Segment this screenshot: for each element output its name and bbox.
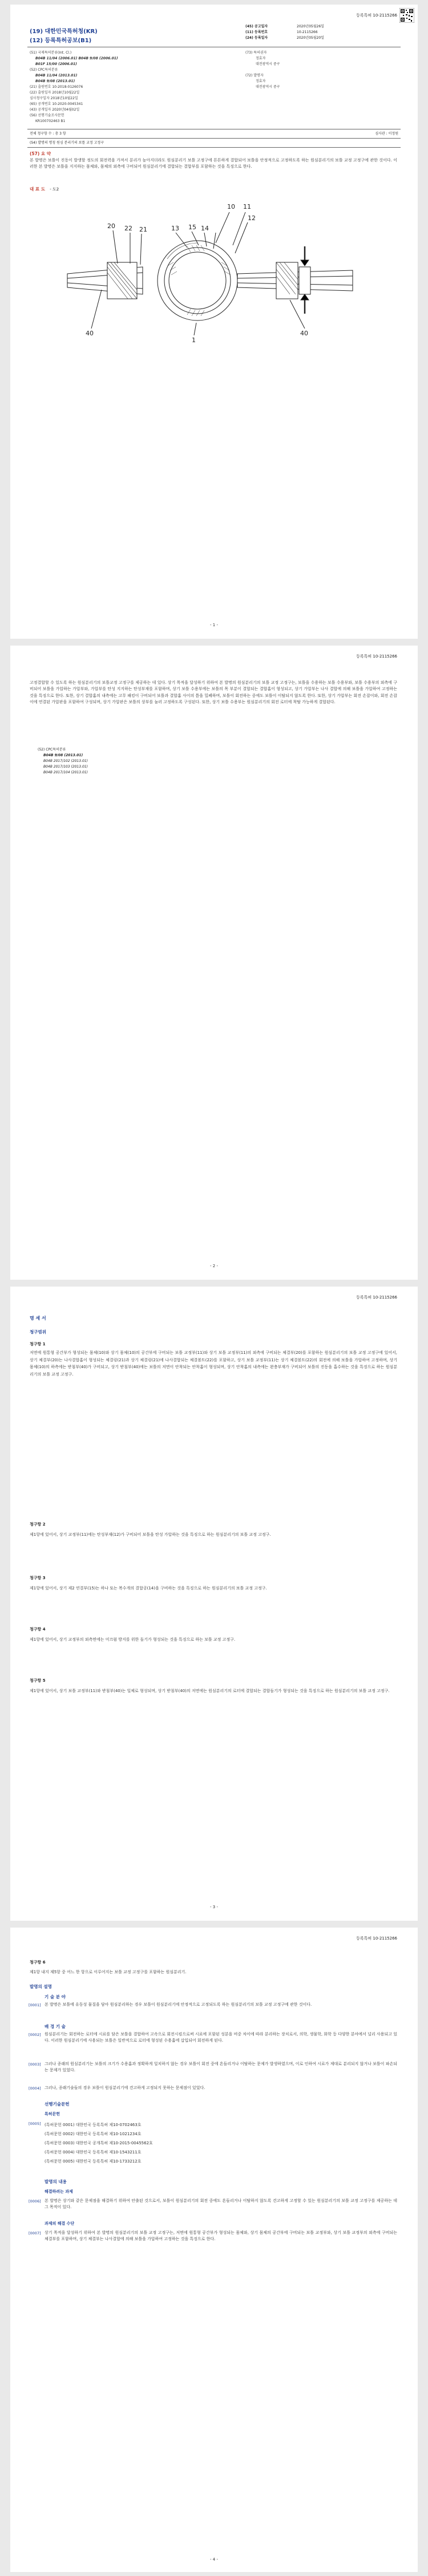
page-number: 등록특허 10-2115266 (356, 654, 397, 659)
paragraph-number: [0007] (29, 2231, 41, 2236)
background-heading: 배 경 기 술 (45, 2024, 66, 2029)
figure-label: 14 (201, 225, 209, 232)
examiner: 심사관 : 이정원 (375, 132, 398, 136)
page-footer: - 3 - (210, 1905, 218, 1909)
figure-label: 20 (107, 222, 115, 230)
cpc-line: B04B 9/08 (2013.01) (43, 753, 83, 757)
meta-line: 대전광역시 중구 (256, 62, 280, 66)
meta-line: (56) 선행기술조사문헌 (30, 113, 64, 117)
figure-label: 10 (227, 203, 235, 210)
background-text: 원심분리기는 회전하는 로터에 시료를 담은 보틀을 결합하여 고속으로 회전시킴으로써 시료에 포함된 성분을 비중 차이에 따라 분리하는 장치로서, 의학, 생물학, 화학 등 다양한 분야에서 널리 사용되고 있다. 이러한 원심분리기에 사용되는 보틀은 일반적으로 로터에 형성된 수용홈에 삽입되어 회전하게 된다. (45, 2032, 397, 2043)
meta-line: 대전광역시 중구 (256, 85, 280, 89)
meta-line: (65) 공개번호 10-2020-0045341 (30, 102, 83, 106)
means-text: 상기 목적을 달성하기 위하여 본 발명의 원심분리기의 보틀 교정 고정구는, 저면에 원통형 공간부가 형성되는 몸체와, 상기 몸체의 공간부에 구비되는 보틀 교정부와, 상기 보틀 교정부의 외측에 구비되는 체결부를 포함하며, 상기 체결부는 나사결합에 의해 보틀을 가압하여 고정하는 것을 특징으로 한다. (45, 2230, 397, 2242)
page-3 (10, 1287, 418, 1921)
figure-label: 40 (86, 330, 94, 337)
patent-citation: (특허문헌 0005) 대한민국 등록특허 제10-1733212호 (45, 2159, 142, 2164)
meta-line: B04B 11/04 (2013.01) (35, 74, 78, 78)
page-2 (10, 646, 418, 1280)
publication-type-title: (12) 등록특허공보(B1) (30, 38, 92, 44)
figure-label: 22 (124, 225, 132, 232)
page-footer: - 2 - (210, 1264, 218, 1268)
field-heading: 기 술 분 야 (45, 1994, 66, 1999)
meta-label: (45) 공고일자 (245, 25, 268, 29)
prior-art-heading: 선행기술문헌 (45, 2102, 70, 2107)
cpc-heading: (52) CPC특허분류 (38, 748, 66, 752)
meta-line: B04B 11/04 (2006.01) B04B 9/08 (2006.01) (35, 56, 118, 60)
figure-caption-heading: 대 표 도 (30, 186, 45, 192)
paragraph-number: [0006] (29, 2199, 41, 2204)
meta-line: 정효자 (256, 56, 266, 60)
meta-label: (11) 등록번호 (245, 30, 268, 34)
description-heading: 발명의 설명 (30, 1984, 52, 1989)
claims-heading: 청구범위 (30, 1329, 46, 1334)
paragraph-number: [0003] (29, 2062, 41, 2067)
page-footer: - 4 - (210, 2557, 218, 2562)
patent-citation: (특허문헌 0002) 대한민국 등록특허 제10-1021234호 (45, 2132, 142, 2136)
figure-label: 1 (192, 336, 196, 344)
figure-label: 21 (139, 226, 147, 233)
figure-label: 15 (188, 224, 196, 231)
paragraph-number: [0001] (29, 2003, 41, 2007)
problem-heading: 해결하려는 과제 (45, 2189, 73, 2194)
figure-label: 11 (243, 203, 251, 210)
figure-label: 12 (248, 214, 256, 222)
claim-text: 제1항에 있어서, 상기 보틀 교정부(11)와 받침부(40)는 일체로 형성되며, 상기 받침부(40)의 저면에는 원심분리기의 로터에 결합되는 결합돌기가 형성되는 것을 특징으로 하는 원심분리기의 보틀 교정 고정구. (30, 1689, 390, 1693)
claim-title: 청구항 6 (30, 1960, 46, 1965)
meta-line: (22) 출원일자 2018년10월22일 (30, 91, 80, 95)
claim-text: 제1항 내지 제5항 중 어느 한 항으로 이루어지는 보틀 교정 고정구를 포함하는 원심분리기. (30, 1970, 187, 1974)
invention-title: (54) 발명의 명칭 원심 분리기의 보틀 교정 고정구 (30, 141, 104, 145)
qr-code-icon (399, 8, 414, 23)
claim-title: 청구항 3 (30, 1576, 46, 1580)
claim-text: 저면에 원통형 공간부가 형성되는 몸체(10)와 상기 몸체(10)의 공간부에 구비되는 보틀 교정부(11)와 상기 보틀 교정부(11)의 외측에 구비되는 체결부(20)를 포함하는 원심분리기의 보틀 교정 고정구에 있어서, 상기 체결부(20)는 나사결합홈이 형성되는 체결링(21)과 상기 체결링(21)에 나사결합되는 체결볼트(22)를 포함하고, 상기 보틀 교정부(11)는 상기 체결볼트(22)의 회전에 의해 보틀을 가압하여 고정하며, 상기 몸체(10)의 하측에는 받침부(40)가 구비되고, 상기 받침부(40)에는 보틀의 저면이 안착되는 안착홈이 형성되며, 상기 안착홈의 내측에는 완충부재가 구비되어 보틀의 진동을 흡수하는 것을 특징으로 하는 원심분리기의 보틀 교정 고정구. (30, 1350, 397, 1377)
abstract-heading: (57) 요 약 (30, 151, 51, 156)
claim-title: 청구항 1 (30, 1342, 46, 1346)
page-4 (10, 1928, 418, 2572)
meta-line: (73) 특허권자 (245, 51, 267, 55)
patent-citation: (특허문헌 0003) 대한민국 공개특허 제10-2015-0045562호 (45, 2141, 153, 2145)
patent-office-title: (19) 대한민국특허청(KR) (30, 29, 98, 35)
page-number: 등록특허 10-2115266 (356, 1936, 397, 1941)
abstract-text: 본 발명은 보틀이 진동이 발생할 정도의 회전력을 가져서 분리가 높아지더라도 원심분리기 보틀 고정구에 튼튼하게 결합되어 보틀을 안정적으로 고정하도록 하는 원심분리기의 보틀 교정 고정구에 관한 것이다. 이러한 본 발명은 보틀을 지지하는 몸체와, 몸체의 외측에 구비되어 원심분리기에 결합되는 결합부를 포함하는 것을 특징으로 한다. (30, 158, 397, 169)
divider (27, 138, 401, 139)
meta-value: 10-2115266 (297, 30, 318, 34)
meta-line: B04B 9/08 (2013.01) (35, 79, 75, 83)
figure-label: 40 (300, 330, 308, 337)
meta-line: (51) 국제특허분류(Int. Cl.) (30, 51, 72, 55)
meta-line: (21) 출원번호 10-2018-0126076 (30, 85, 83, 89)
page-1 (10, 5, 418, 639)
field-text: 본 발명은 보틀에 유동성 물질을 담아 원심분리하는 경우 보틀이 원심분리기에 안정적으로 고정되도록 하는 원심분리기의 보틀 교정 고정구에 관한 것이다. (45, 2002, 312, 2007)
meta-value: 2020년05월26일 (297, 25, 324, 29)
meta-value: 2020년05월20일 (297, 36, 324, 40)
paragraph-number: [0005] (29, 2121, 41, 2126)
patent-literature-heading: 특허문헌 (45, 2112, 60, 2116)
claim-text: 제1항에 있어서, 상기 교정부의 외측면에는 미끄럼 방지를 위한 돌기가 형성되는 것을 특징으로 하는 보틀 교정 고정구. (30, 1637, 236, 1642)
meta-line: (52) CPC특허분류 (30, 68, 58, 72)
body-text: 고정결합할 수 있도록 하는 원심분리기의 보틀교정 고정구를 제공하는 데 있다. 상기 목적을 달성하기 위하여 본 발명의 원심분리기의 보틀 교정 고정구는, 보틀을 수용하는 보틀 수용부와, 보틀 수용부의 외측에 구비되어 보틀을 가압하는 가압부와, 가압부를 탄성 지지하는 탄성부재를 포함하며, 상기 보틀 수용부에는 보틀의 목 부분이 결합되는 결합홈이 형성되고, 상기 가압부는 나사 결합에 의해 보틀을 가압하여 고정하는 것을 특징으로 한다. 또한, 상기 결합홈의 내측에는 고무 패킹이 구비되어 보틀과 결합홈 사이의 틈을 밀폐하며, 보틀이 회전하는 중에도 보틀이 이탈되지 않도록 한다. 또한, 상기 가압부는 회전 손잡이와, 회전 손잡이에 연결된 가압판을 포함하여 구성되며, 상기 가압판은 보틀의 상부를 눌러 고정하도록 구성된다. 또한, 상기 보틀 수용부는 원심분리기의 회전 로터에 착탈 가능하게 결합된다. (30, 680, 397, 705)
meta-line: 심사청구일자 2018년10월22일 (30, 96, 78, 100)
figure-caption: - 도2 (50, 187, 59, 192)
paragraph-number: [0004] (29, 2086, 41, 2091)
page-number: 등록특허 10-2115266 (356, 1295, 397, 1300)
meta-line: 정효자 (256, 79, 266, 83)
claim-title: 청구항 5 (30, 1678, 46, 1683)
divider (27, 147, 401, 148)
spec-heading: 명 세 서 (30, 1316, 46, 1321)
patent-citation: (특허문헌 0004) 대한민국 등록특허 제10-1543211호 (45, 2150, 142, 2155)
cpc-line: B04B 2017/103 (2013.01) (43, 765, 88, 769)
representative-drawing (45, 198, 387, 347)
claim-text: 제1항에 있어서, 상기 교정부(11)에는 탄성부재(12)가 구비되어 보틀을 탄성 가압하는 것을 특징으로 하는 원심분리기의 보틀 교정 고정구. (30, 1532, 271, 1537)
page-number: 등록특허 10-2115266 (356, 13, 397, 18)
claims-count: 전체 청구항 수 : 총 3 항 (30, 132, 66, 136)
background-text: 그러나, 종래기술들의 경우 보틀이 원심분리기에 견고하게 고정되지 못하는 문제점이 있었다. (45, 2086, 205, 2090)
paragraph-number: [0002] (29, 2033, 41, 2037)
claim-title: 청구항 4 (30, 1627, 46, 1632)
cpc-line: B04B 2017/102 (2013.01) (43, 759, 88, 763)
patent-citation: (특허문헌 0001) 대한민국 등록특허 제10-0702463호 (45, 2123, 142, 2127)
problem-text: 본 발명은 상기와 같은 문제점을 해결하기 위하여 안출된 것으로서, 보틀이 원심분리기의 회전 중에도 흔들리거나 이탈하지 않도록 견고하게 고정할 수 있는 원심분리기의 보틀 교정 고정구를 제공하는 데 그 목적이 있다. (45, 2198, 397, 2210)
meta-line: (72) 발명자 (245, 74, 264, 78)
meta-line: B01F 15/00 (2006.01) (35, 62, 77, 66)
background-text: 그러나 종래의 원심분리기는 보틀의 크기가 수용홈과 정확하게 일치하지 않는 경우 보틀이 회전 중에 흔들리거나 이탈하는 문제가 발생하였으며, 이로 인하여 시료가 제대로 분리되지 않거나 보틀이 파손되는 문제가 있었다. (45, 2062, 397, 2073)
cpc-line: B04B 2017/104 (2013.01) (43, 770, 88, 774)
content-heading: 발명의 내용 (45, 2179, 67, 2184)
meta-line: KR100702463 B1 (35, 119, 66, 123)
meta-line: (43) 공개일자 2020년04월02일 (30, 108, 80, 112)
page-footer: - 1 - (210, 623, 218, 627)
claim-title: 청구항 2 (30, 1522, 46, 1527)
claim-text: 제1항에 있어서, 상기 제2 연결부(15)는 하나 또는 복수개의 결합공(14)을 구비하는 것을 특징으로 하는 원심분리기의 보틀 교정 고정구. (30, 1586, 267, 1591)
meta-label: (24) 등록일자 (245, 36, 268, 40)
means-heading: 과제의 해결 수단 (45, 2221, 75, 2226)
figure-label: 13 (171, 225, 179, 232)
